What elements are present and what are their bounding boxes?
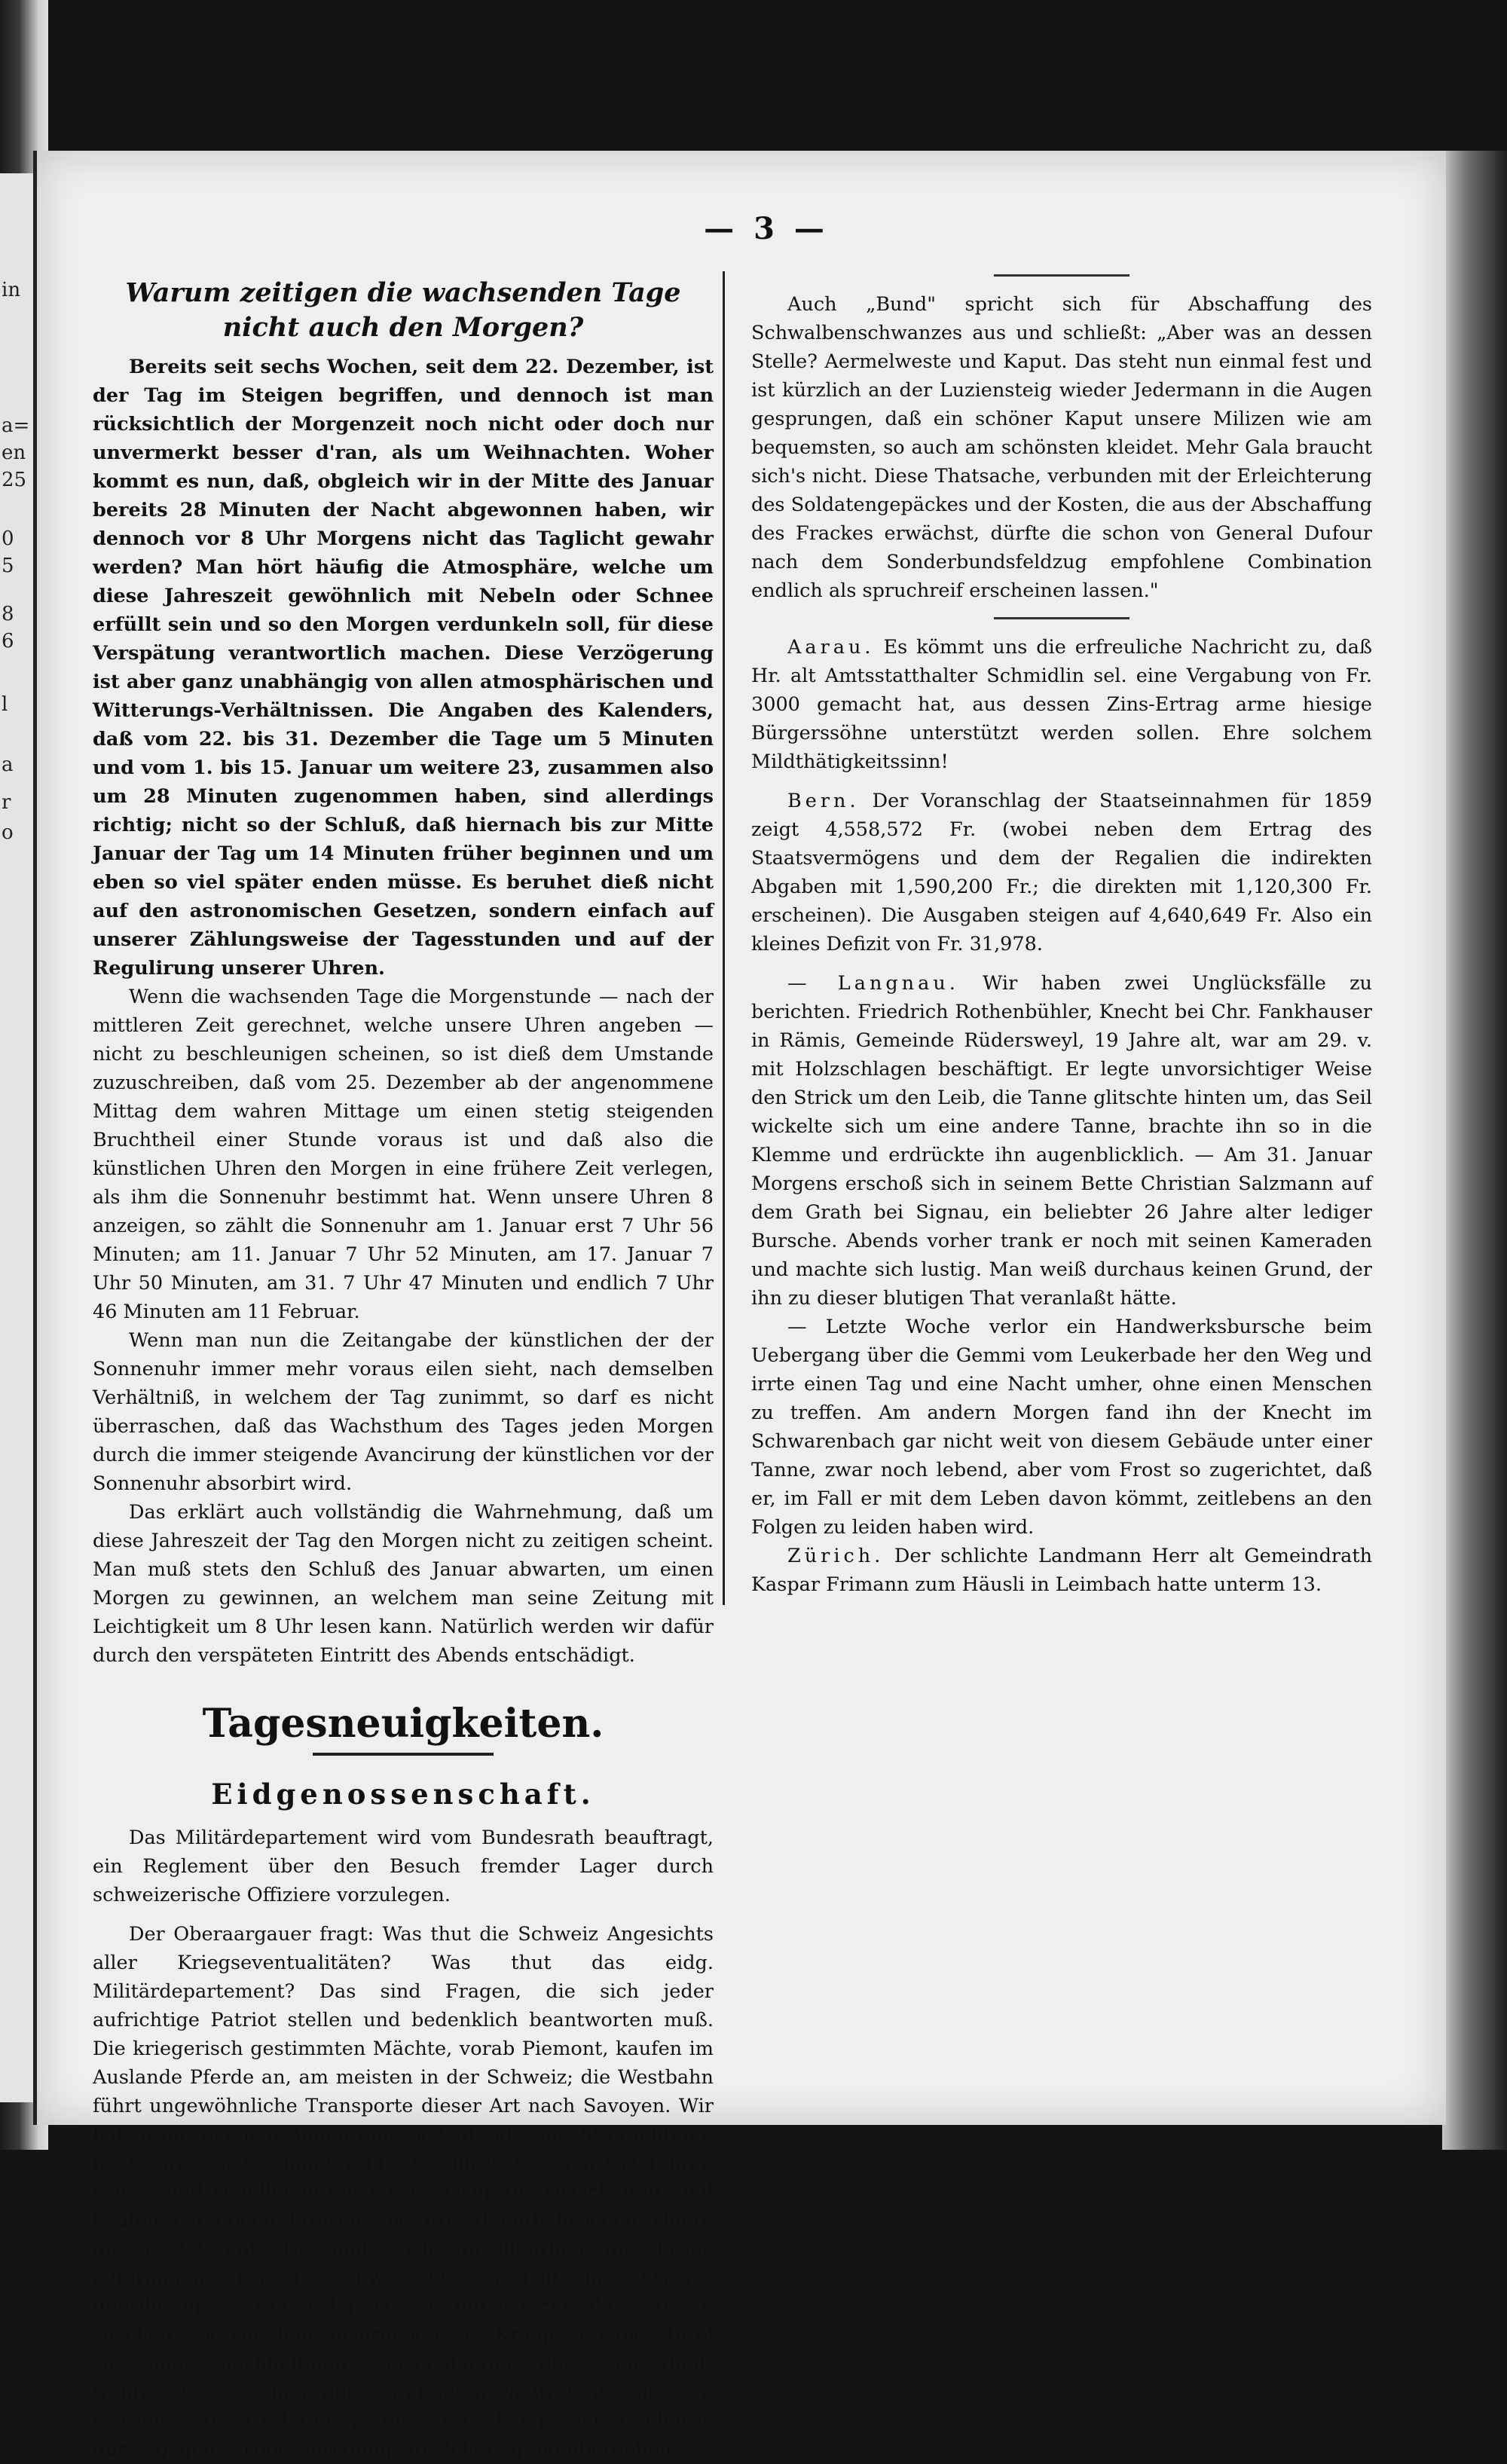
margin-fragment: 25 — [2, 469, 27, 491]
margin-fragment: a — [2, 754, 14, 776]
spacer — [751, 776, 1372, 787]
left-column — [93, 262, 714, 2464]
margin-fragment: en — [2, 442, 26, 464]
margin-fragment: l — [2, 693, 8, 716]
page-number: — 3 — — [704, 211, 829, 246]
margin-fragment: 5 — [2, 555, 14, 577]
separator-rule — [994, 274, 1129, 277]
previous-page-edge — [0, 173, 37, 2102]
margin-fragment: o — [2, 821, 14, 844]
canton-item-langnau — [751, 969, 1372, 1313]
margin-fragment: in — [2, 279, 21, 301]
margin-fragment: r — [2, 791, 11, 814]
right-column — [751, 262, 1372, 1599]
place-name: — Langnau. — [787, 972, 959, 995]
margin-fragment: 0 — [2, 527, 14, 550]
canton-text: Es kömmt uns die erfreuliche Nachricht zu, daß Hr. alt Amtsstatthalter Schmidlin sel. eine Vergabung von Fr. 3000 gemacht hat, aus dessen Zins-Ertrag arme hiesige Bürgerssöhne unterstützt werden sollen. Ehre solchem Mildthätigkeitssinn! — [751, 636, 1372, 773]
canton-item-aarau — [751, 633, 1372, 776]
article-paragraph: Bereits seit sechs Wochen, seit dem 22. Dezember, ist der Tag im Steigen begriffen, und dennoch ist man rücksichtlich der Morgenzeit noch nicht oder doch nur unvermerkt besser d'ran, als um Weihnachten. Woher kommt es nun, daß, obgleich wir in der Mitte des Januar bereits 28 Minuten der Nacht abgewonnen haben, wir dennoch vor 8 Uhr Morgens nicht das Taglicht gewahr werden? Man hört häufig die Atmosphäre, welche um diese Jahreszeit gewöhnlich mit Nebeln oder Schnee erfüllt sein und so den Morgen verdunkeln soll, für diese Verspätung verantwortlich machen. Diese Verzögerung ist aber ganz unabhängig von allen atmosphärischen und Witterungs-Verhältnissen. Die Angaben des Kalenders, daß vom 22. bis 31. Dezember die Tage um 5 Minuten und vom 1. bis 15. Januar um weitere 23, zusammen also um 28 Minuten zugenommen haben, sind allerdings richtig; nicht so der Schluß, daß hiernach bis zur Mitte Januar der Tag um 14 Minuten früher beginnen und um eben so viel später enden müsse. Es beruhet dieß nicht auf den astronomischen Gesetzen, sondern einfach auf unserer Zählungsweise der Tagesstunden und auf der Regulirung unserer Uhren. — [93, 356, 714, 980]
section-title-rule — [313, 1753, 494, 1756]
canton-item-gemmi — [751, 1313, 1372, 1542]
article-paragraph: Wenn die wachsenden Tage die Morgenstunde — nach der mittleren Zeit gerechnet, welche unsere Uhren angeben — nicht zu beschleunigen scheinen, so ist dieß dem Umstande zuzuschreiben, daß vom 25. Dezember ab der angenommene Mittag dem wahren Mittage um einen stetig steigenden Bruchtheil einer Stunde voraus ist und daß also die künstlichen Uhren den Morgen in eine frühere Zeit verlegen, als ihm die Sonnenuhr bestimmt hat. Wenn unsere Uhren 8 anzeigen, so zählt die Sonnenuhr am 1. Januar erst 7 Uhr 56 Minuten; am 11. Januar 7 Uhr 52 Minuten, am 17. Januar 7 Uhr 50 Minuten, am 31. 7 Uhr 47 Minuten und endlich 7 Uhr 46 Minuten am 11 Februar. — [93, 986, 714, 1323]
section-title: Tagesneuigkeiten. — [202, 1701, 604, 1747]
spacer — [751, 958, 1372, 969]
article-headline: Warum zeitigen die wachsenden Tage nicht auch den Morgen? — [125, 277, 681, 343]
separator-rule — [994, 617, 1129, 619]
margin-fragment: a= — [2, 414, 30, 437]
margin-fragment: 6 — [2, 630, 14, 653]
column-divider — [723, 271, 725, 1605]
subsection-title: Eidgenossenschaft. — [211, 1778, 595, 1811]
canton-item-zuerich — [751, 1542, 1372, 1599]
article-paragraph: Das erklärt auch vollständig die Wahrnehmung, daß um diese Jahreszeit der Tag den Morgen nicht zu zeitigen scheint. Man muß stets den Schluß des Januar abwarten, um einen Morgen zu gewinnen, an welchem man seine Zeitung mit Leichtigkeit um 8 Uhr lesen kann. Natürlich werden wir dafür durch den verspäteten Eintritt des Abends entschädigt. — [93, 1501, 714, 1667]
canton-item-bern — [751, 787, 1372, 958]
canton-text: Der schlichte Landmann Herr alt Gemeindrath Kaspar Frimann zum Häusli in Leimbach hatte unterm 13. — [751, 1545, 1372, 1596]
margin-fragment: 8 — [2, 603, 14, 625]
spacer — [93, 1909, 714, 1920]
place-name: Aarau. — [787, 636, 875, 659]
canton-text: Der Voranschlag der Staatseinnahmen für 1859 zeigt 4,558,572 Fr. (wobei neben dem Ertrag des Staatsvermögens und dem der Regalien die indirekten Abgaben mit 1,590,200 Fr.; die direkten mit 1,120,300 Fr. erscheinen). Die Ausgaben steigen auf 4,640,649 Fr. Also ein kleines Defizit von Fr. 31,978. — [751, 790, 1373, 955]
news-item: Der Oberaargauer fragt: Was thut die Schweiz Angesichts aller Kriegseventualitäten? Was thut das eidg. Militärdepartement? Das sind Fragen, die sich jeder aufrichtige Patriot stellen und bedenklich beantworten muß. Die kriegerisch gestimmten Mächte, vorab Piemont, kaufen im Auslande Pferde an, am meisten in der Schweiz; die Westbahn führt ungewöhnliche Transporte dieser Art nach Savoyen. Wir haben mit eigenen Augen eine bedeutende Anzahl prächtiger, nach Savoyen bestimmter Pferde, durch hiesigen Ort führen sehen, und Händler durchziehen emsig alle Ortschaften, und kaufen bei hohen Preisen alle irgend entbehrlichen Thiere dieser Art auf. Da muß sich unwillkürlich die Frage aufdrängen: „Hat die Schweiz für den Fall eines Krieges überflüssige Pferde? Oder darf sie mit verschränkten Armen zusehen, wie vor dem Ausbruche eines Krieges ihr die Mittel zu einer nachhaltigen Vertheidigung der Neutralität, wohlverstanden einer gut bewaffneten Neutralität, entzogen werden??" Das ist die Frage, die wir der kompetenten Behörde durch gegenwärtige Anregung zur Beherzigung übergeben. — [93, 1923, 714, 2461]
news-item: Auch „Bund" spricht sich für Abschaffung des Schwalbenschwanzes aus und schließt: „Aber was an dessen Stelle? Aermelweste und Kaput. Das steht nun einmal fest und ist kürzlich an der Luziensteig wieder Jedermann in die Augen gesprungen, daß ein schöner Kaput unsere Milizen wie am bequemsten, so auch am schönsten kleidet. Mehr Gala braucht sich's nicht. Diese Thatsache, verbunden mit der Erleichterung des Soldatengepäckes und der Kosten, die aus der Abschaffung des Frackes erwächst, dürfte die schon von General Dufour nach dem Sonderbundsfeldzug empfohlene Combination endlich als spruchreif erscheinen lassen." — [751, 293, 1372, 602]
canton-text: — Letzte Woche verlor ein Handwerksbursche beim Uebergang über die Gemmi vom Leukerbade her den Weg und irrte einen Tag und eine Nacht umher, ohne einen Menschen zu treffen. Am andern Morgen fand ihn der Knecht im Schwarenbach gar nicht weit von diesem Gebäude unter einer Tanne, zwar noch lebend, aber vom Frost so zugerichtet, daß er, im Fall er mit dem Leben davon kömmt, zeitlebens an den Folgen zu leiden haben wird. — [751, 1316, 1372, 1539]
article-paragraph: Wenn man nun die Zeitangabe der künstlichen der der Sonnenuhr immer mehr voraus eilen sieht, nach demselben Verhältniß, in welchem der Tag zunimmt, so darf es nicht überraschen, daß das Wachsthum des Tages jeden Morgen durch die immer steigende Avancirung der künstlichen vor der Sonnenuhr absorbirt wird. — [93, 1329, 714, 1495]
scan-backdrop-right — [1442, 151, 1507, 2150]
canton-text: Wir haben zwei Unglücksfälle zu berichten. Friedrich Rothenbühler, Knecht bei Chr. Fankhauser in Rämis, Gemeinde Rüdersweyl, 19 Jahre alt, war am 29. v. mit Holzschlagen beschäftigt. Er legte unvorsichtiger Weise den Strick um den Leib, die Tanne glitschte hinten um, das Seil wickelte sich um eine andere Tanne, brachte ihn so in die Klemme und erdrückte ihn augenblicklich. — Am 31. Januar Morgens erschoß sich in seinem Bette Christian Salzmann auf dem Grath bei Signau, ein beliebter 26 Jahre alter lediger Bursche. Abends vorher trank er noch mit seinen Kameraden und machte sich lustig. Man weiß durchaus keinen Grund, der ihn zu dieser blutigen That veranlaßt hätte. — [751, 972, 1372, 1310]
news-item: Das Militärdepartement wird vom Bundesrath beauftragt, ein Reglement über den Besuch fremder Lager durch schweizerische Offiziere vorzulegen. — [93, 1827, 714, 1906]
place-name: Bern. — [787, 790, 860, 812]
place-name: Zürich. — [787, 1545, 885, 1567]
newspaper-page — [33, 151, 1446, 2461]
